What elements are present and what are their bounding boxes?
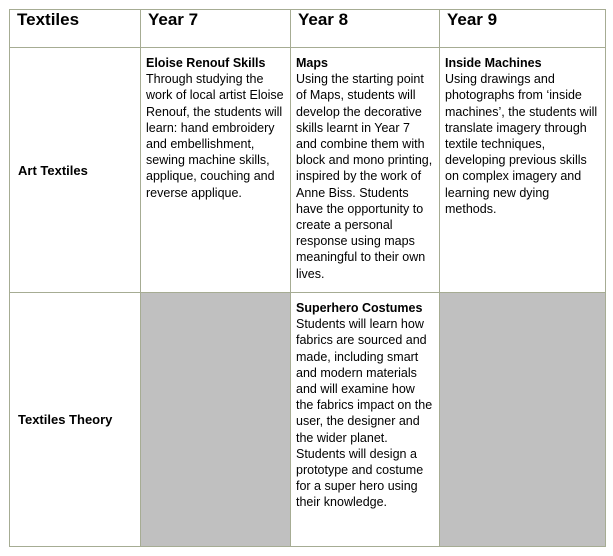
row-textiles-theory (10, 293, 606, 547)
row-art-textiles (10, 48, 606, 293)
cell-title: Superhero Costumes (296, 301, 423, 315)
cell-body: Through studying the work of local artist Eloise Renouf, the students will learn: hand embroidery and embellishment, sewing machine skills, applique, couching and reverse applique. (146, 72, 284, 200)
cell-art-year-9 (440, 48, 606, 293)
header-year-7: Year 7 (141, 10, 291, 48)
cell-art-year-8 (291, 48, 440, 293)
cell-title: Eloise Renouf Skills (146, 56, 266, 70)
curriculum-table (9, 9, 606, 547)
cell-title: Inside Machines (445, 56, 542, 70)
cell-theory-year-8 (291, 293, 440, 547)
header-textiles: Textiles (10, 10, 141, 48)
cell-theory-year-9-empty (440, 293, 606, 547)
header-year-8: Year 8 (291, 10, 440, 48)
header-year-9: Year 9 (440, 10, 606, 48)
cell-body: Using drawings and photographs from ‘inside machines’, the students will translate imagery through textile techniques, developing previous skills on complex imagery and learning new dying methods. (445, 72, 598, 216)
row-label-textiles-theory: Textiles Theory (10, 293, 141, 547)
cell-theory-year-7-empty (141, 293, 291, 547)
cell-body: Students will learn how fabrics are sourced and made, including smart and modern materials and will examine how the fabrics impact on the user, the designer and the wider planet. Students will design a prototype and costume for a super hero using their knowledge. (296, 317, 433, 510)
row-label-art-textiles: Art Textiles (10, 48, 141, 293)
cell-title: Maps (296, 56, 328, 70)
cell-art-year-7 (141, 48, 291, 293)
cell-body: Using the starting point of Maps, students will develop the decorative skills learnt in Year 7 and combine them with block and mono printing, inspired by the work of Anne Biss. Students have the opportunity to create a personal response using maps meaningful to their own lives. (296, 72, 433, 281)
header-row (10, 10, 606, 48)
